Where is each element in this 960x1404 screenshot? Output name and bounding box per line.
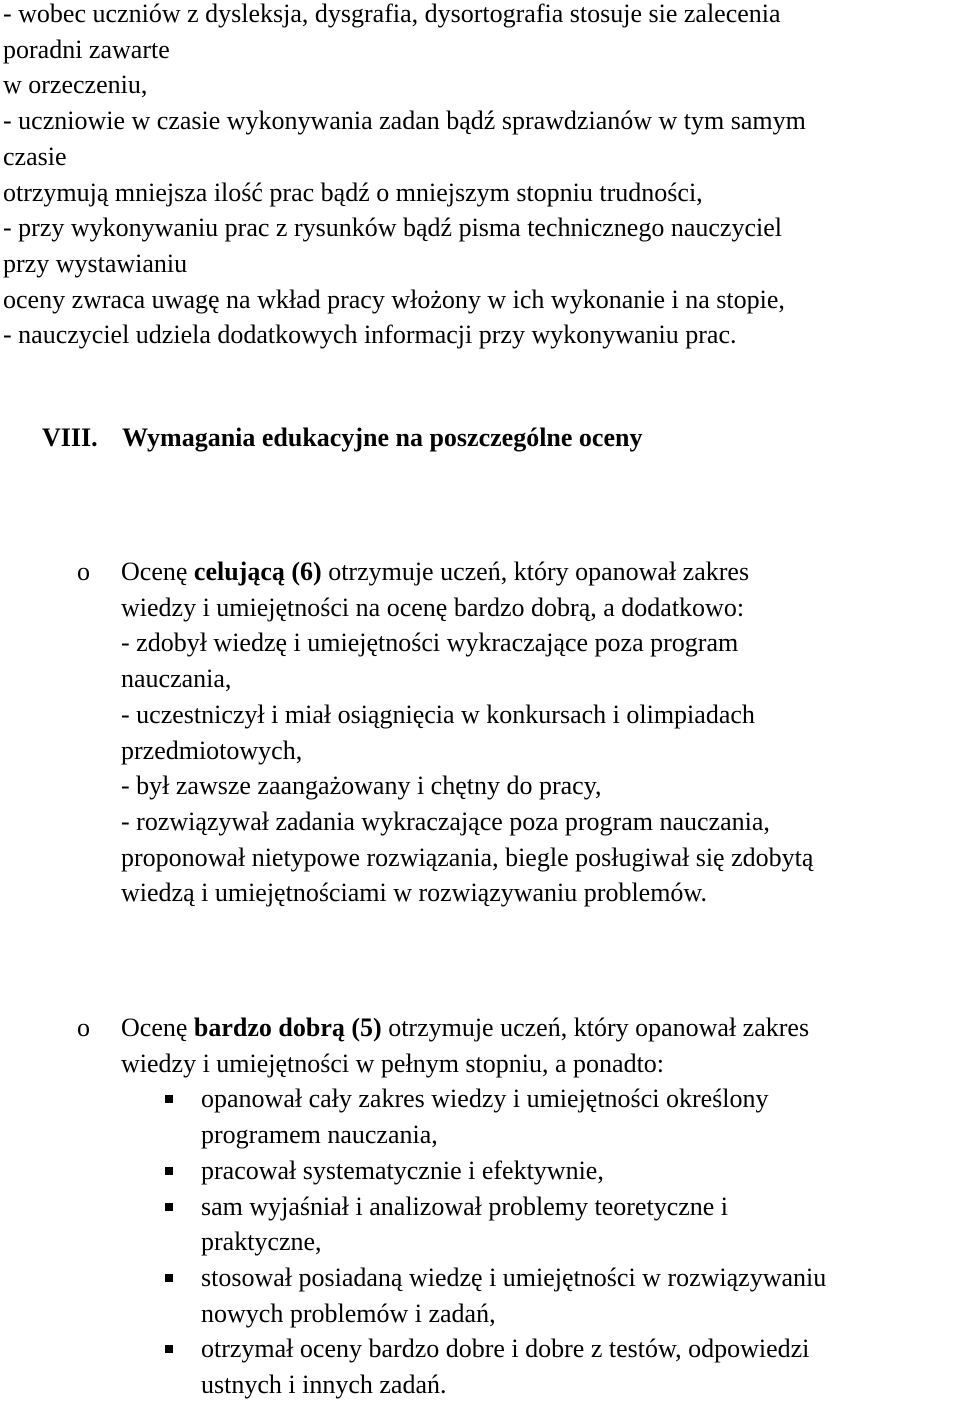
text-line: stosował posiadaną wiedzę i umiejętności w rozwiązywaniu	[201, 1262, 827, 1292]
square-bullet-icon	[165, 1345, 173, 1353]
grade-name: celującą (6)	[193, 557, 322, 586]
text-line: wiedzą i umiejętnościami w rozwiązywaniu problemów.	[121, 878, 708, 908]
grade-lead: Ocenę	[121, 557, 194, 586]
bullet-item	[121, 1153, 826, 1189]
list-marker: o	[77, 1013, 90, 1042]
text-line: - uczestniczył i miał osiągnięcia w konkursach i olimpiadach	[121, 699, 755, 729]
text-line: proponował nietypowe rozwiązania, biegle posługiwał się zdobytą	[121, 842, 814, 872]
square-bullet-icon	[165, 1095, 173, 1103]
text-line: opanował cały zakres wiedzy i umiejętności określony	[201, 1084, 769, 1114]
text-line: - przy wykonywaniu prac z rysunków bądź pisma technicznego nauczyciel	[3, 213, 782, 243]
text-line: otrzymują mniejsza ilość prac bądź o mniejszym stopniu trudności,	[3, 177, 703, 207]
section-heading	[42, 420, 642, 456]
text-line: przedmiotowych,	[121, 735, 303, 765]
text-line: nowych problemów i zadań,	[201, 1298, 496, 1328]
text-line: - był zawsze zaangażowany i chętny do pracy,	[121, 771, 602, 801]
grade-lead-rest: otrzymuje uczeń, który opanował zakres	[321, 557, 750, 586]
bullet-item	[121, 1331, 826, 1402]
text-line: ustnych i innych zadań.	[201, 1370, 447, 1400]
text-line: poradni zawarte	[3, 34, 170, 64]
text-line: wiedzy i umiejętności w pełnym stopniu, a ponadto:	[121, 1048, 665, 1078]
bullet-item	[121, 1260, 826, 1331]
text-line: programem nauczania,	[201, 1120, 438, 1150]
text-line: czasie	[3, 141, 67, 171]
grade-lead-rest: otrzymuje uczeń, który opanował zakres	[381, 1013, 810, 1042]
grade-lead-line	[121, 1010, 826, 1046]
list-marker: o	[77, 557, 90, 586]
text-line: pracował systematycznie i efektywnie,	[201, 1155, 604, 1185]
text-line: - nauczyciel udziela dodatkowych informacji przy wykonywaniu prac.	[3, 320, 737, 350]
section-number: VIII.	[42, 423, 98, 452]
grade-description	[121, 554, 813, 911]
text-line: - wobec uczniów z dysleksja, dysgrafia, dysortografia stosuje sie zalecenia	[3, 0, 781, 28]
bullet-item	[121, 1081, 826, 1152]
text-line: nauczania,	[121, 664, 232, 694]
text-line: praktyczne,	[201, 1227, 322, 1257]
square-bullet-icon	[165, 1274, 173, 1282]
intro-paragraph	[3, 0, 806, 353]
text-line: wiedzy i umiejętności na ocenę bardzo dobrą, a dodatkowo:	[121, 592, 745, 622]
square-bullet-icon	[165, 1167, 173, 1175]
text-line: otrzymał oceny bardzo dobre i dobre z testów, odpowiedzi	[201, 1334, 810, 1364]
text-line: przy wystawianiu	[3, 248, 188, 278]
text-line: - zdobył wiedzę i umiejętności wykraczające poza program	[121, 628, 739, 658]
grade-lead-line	[121, 554, 813, 590]
text-line: sam wyjaśniał i analizował problemy teoretyczne i	[201, 1191, 729, 1221]
text-line: oceny zwraca uwagę na wkład pracy włożony w ich wykonanie i na stopie,	[3, 284, 785, 314]
bullet-item	[121, 1189, 826, 1260]
text-line: - uczniowie w czasie wykonywania zadan bądź sprawdzianów w tym samym	[3, 106, 806, 136]
text-line: w orzeczeniu,	[3, 70, 148, 100]
grade-lead: Ocenę	[121, 1013, 194, 1042]
text-line: - rozwiązywał zadania wykraczające poza program nauczania,	[121, 806, 770, 836]
grade-description	[121, 1010, 826, 1403]
square-bullet-icon	[165, 1203, 173, 1211]
grade-name: bardzo dobrą (5)	[193, 1013, 382, 1042]
section-title: Wymagania edukacyjne na poszczególne oceny	[122, 423, 643, 452]
